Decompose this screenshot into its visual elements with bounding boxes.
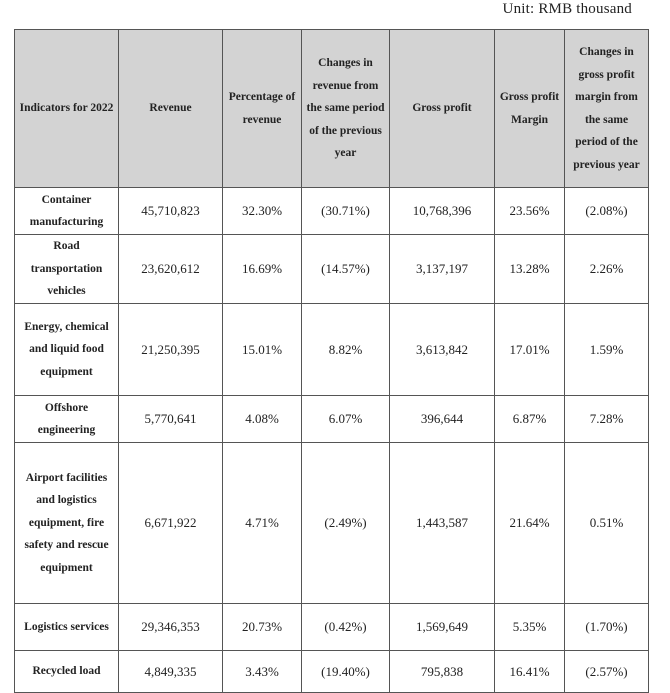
header-gross-profit: Gross profit (390, 30, 495, 188)
header-margin-change: Changes in gross profit margin from the same period of the previous year (565, 30, 649, 188)
gross-margin-cell: 21.64% (495, 443, 565, 604)
table-row (15, 188, 649, 235)
percentage-cell: 16.69% (223, 235, 302, 304)
revenue-cell: 4,849,335 (119, 651, 223, 693)
gross-profit-cell: 1,569,649 (390, 604, 495, 651)
revenue-change-cell: (0.42%) (302, 604, 390, 651)
gross-profit-cell: 3,613,842 (390, 304, 495, 396)
header-indicator: Indicators for 2022 (15, 30, 119, 188)
revenue-table (14, 29, 649, 693)
table-row (15, 443, 649, 604)
revenue-change-cell: (30.71%) (302, 188, 390, 235)
percentage-cell: 3.43% (223, 651, 302, 693)
gross-margin-cell: 6.87% (495, 396, 565, 443)
table-row (15, 304, 649, 396)
header-percentage-of-revenue: Percentage of revenue (223, 30, 302, 188)
indicator-cell: Logistics services (15, 604, 119, 651)
gross-margin-cell: 16.41% (495, 651, 565, 693)
table-row (15, 235, 649, 304)
revenue-change-cell: (2.49%) (302, 443, 390, 604)
header-revenue: Revenue (119, 30, 223, 188)
gross-profit-cell: 1,443,587 (390, 443, 495, 604)
gross-margin-cell: 17.01% (495, 304, 565, 396)
revenue-cell: 45,710,823 (119, 188, 223, 235)
gross-margin-cell: 23.56% (495, 188, 565, 235)
margin-change-cell: 0.51% (565, 443, 649, 604)
percentage-cell: 4.08% (223, 396, 302, 443)
revenue-change-cell: (19.40%) (302, 651, 390, 693)
unit-label: Unit: RMB thousand (502, 1, 632, 17)
gross-profit-cell: 396,644 (390, 396, 495, 443)
table-row (15, 396, 649, 443)
table-row (15, 651, 649, 693)
header-revenue-change: Changes in revenue from the same period of the previous year (302, 30, 390, 188)
revenue-change-cell: 8.82% (302, 304, 390, 396)
indicator-cell: Road transportation vehicles (15, 235, 119, 304)
margin-change-cell: (1.70%) (565, 604, 649, 651)
indicator-cell: Offshore engineering (15, 396, 119, 443)
gross-profit-cell: 3,137,197 (390, 235, 495, 304)
gross-margin-cell: 5.35% (495, 604, 565, 651)
revenue-cell: 29,346,353 (119, 604, 223, 651)
revenue-cell: 23,620,612 (119, 235, 223, 304)
revenue-cell: 6,671,922 (119, 443, 223, 604)
margin-change-cell: (2.08%) (565, 188, 649, 235)
gross-margin-cell: 13.28% (495, 235, 565, 304)
revenue-cell: 5,770,641 (119, 396, 223, 443)
indicator-cell: Recycled load (15, 651, 119, 693)
table-row (15, 604, 649, 651)
indicator-cell: Energy, chemical and liquid food equipment (15, 304, 119, 396)
revenue-change-cell: 6.07% (302, 396, 390, 443)
margin-change-cell: 2.26% (565, 235, 649, 304)
percentage-cell: 15.01% (223, 304, 302, 396)
margin-change-cell: 1.59% (565, 304, 649, 396)
percentage-cell: 20.73% (223, 604, 302, 651)
header-row (15, 30, 649, 188)
percentage-cell: 32.30% (223, 188, 302, 235)
indicator-cell: Container manufacturing (15, 188, 119, 235)
margin-change-cell: 7.28% (565, 396, 649, 443)
indicator-cell: Airport facilities and logistics equipment, fire safety and rescue equipment (15, 443, 119, 604)
revenue-cell: 21,250,395 (119, 304, 223, 396)
margin-change-cell: (2.57%) (565, 651, 649, 693)
gross-profit-cell: 10,768,396 (390, 188, 495, 235)
header-gross-profit-margin: Gross profit Margin (495, 30, 565, 188)
gross-profit-cell: 795,838 (390, 651, 495, 693)
percentage-cell: 4.71% (223, 443, 302, 604)
revenue-change-cell: (14.57%) (302, 235, 390, 304)
